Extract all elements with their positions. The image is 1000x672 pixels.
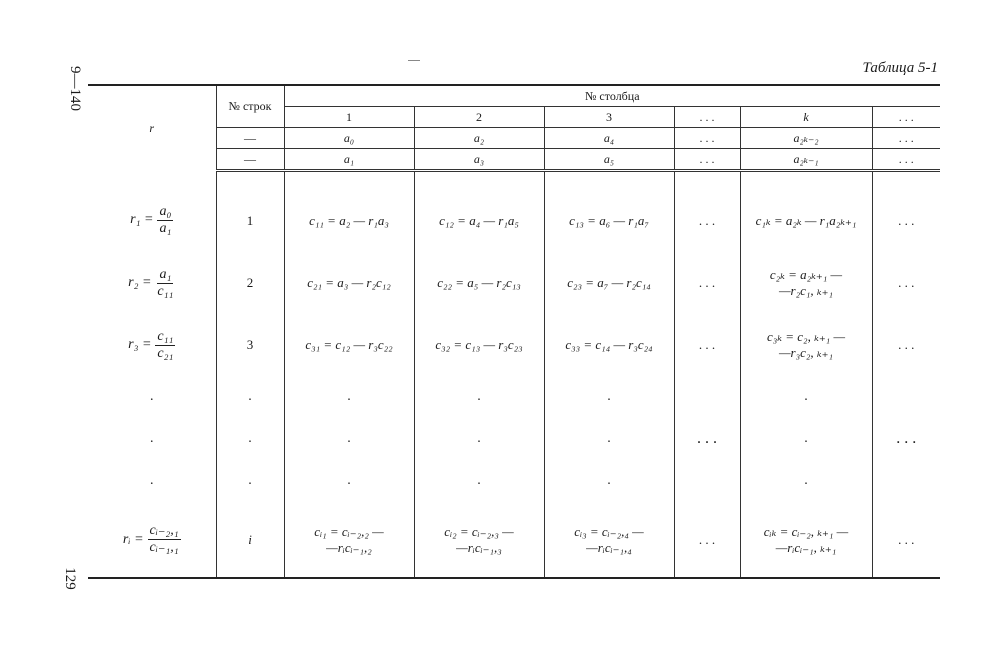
cell: c₂₁ = a₃ — r₂c₁₂ <box>284 252 414 314</box>
vdot: . <box>216 376 284 418</box>
table-row <box>88 171 940 253</box>
ellipsis: . . . <box>674 252 740 314</box>
vdot: . <box>414 376 544 418</box>
coef-a0: a₀ <box>284 128 414 149</box>
table-row <box>88 314 940 376</box>
cell: c₂ₖ = a₂ₖ₊₁ — —r₂c₁, ₖ₊₁ <box>740 252 872 314</box>
cell: c₃ₖ = c₂, ₖ₊₁ — —r₃c₂, ₖ₊₁ <box>740 314 872 376</box>
scan-mark <box>408 60 420 61</box>
vdot: . <box>150 389 154 404</box>
cell: c₁ₖ = a₂ₖ — r₁a₂ₖ₊₁ <box>740 171 872 253</box>
dots-row <box>88 460 940 502</box>
table-caption: Таблица 5-1 <box>862 60 938 76</box>
ellipsis: . . . <box>872 418 940 460</box>
ellipsis: . . . <box>872 314 940 376</box>
row-number: 3 <box>216 314 284 376</box>
dash: — <box>216 149 284 171</box>
cell: c₁₂ = a₄ — r₁a₅ <box>414 171 544 253</box>
cell: cᵢ₁ = cᵢ₋₂,₂ — —rᵢcᵢ₋₁,₂ <box>284 502 414 578</box>
r-cell: r₂ = $\frac{\text{a₁}}{\text{c₁₁}}$ <box>128 266 174 299</box>
dots-row <box>88 376 940 418</box>
vdot: . <box>544 460 674 502</box>
cell: c₂₃ = a₇ — r₂c₁₄ <box>544 252 674 314</box>
row-number: 2 <box>216 252 284 314</box>
coef-a4: a₄ <box>544 128 674 149</box>
column-number-header: № столбца <box>284 85 940 107</box>
col-1: 1 <box>284 107 414 128</box>
vdot: . <box>216 460 284 502</box>
vdot: . <box>740 460 872 502</box>
vdot: . <box>284 418 414 460</box>
r-header: r <box>88 85 216 171</box>
col-3: 3 <box>544 107 674 128</box>
vdot: . <box>150 431 154 446</box>
ellipsis: . . . <box>872 502 940 578</box>
coef-a2k-2: a₂ₖ₋₂ <box>740 128 872 149</box>
vdot: . <box>150 473 154 488</box>
vdot: . <box>740 376 872 418</box>
col-ellipsis-end: . . . <box>872 107 940 128</box>
coef-a1: a₁ <box>284 149 414 171</box>
coef-a2: a₂ <box>414 128 544 149</box>
side-page-number: 129 <box>61 567 78 590</box>
vdot: . <box>284 460 414 502</box>
dots-row <box>88 418 940 460</box>
table-row <box>88 252 940 314</box>
cell: cᵢₖ = cᵢ₋₂, ₖ₊₁ — —rᵢcᵢ₋₁, ₖ₊₁ <box>740 502 872 578</box>
col-ellipsis: . . . <box>674 107 740 128</box>
header-row <box>88 85 940 107</box>
cell: c₃₃ = c₁₄ — r₃c₂₄ <box>544 314 674 376</box>
col-k: k <box>740 107 872 128</box>
dash: — <box>216 128 284 149</box>
cell: cᵢ₃ = cᵢ₋₂,₄ — —rᵢcᵢ₋₁,₄ <box>544 502 674 578</box>
a-even-row <box>88 128 940 149</box>
ellipsis: . . . <box>674 502 740 578</box>
vdot: . <box>740 418 872 460</box>
cell: cᵢ₂ = cᵢ₋₂,₃ — —rᵢcᵢ₋₁,₃ <box>414 502 544 578</box>
vdot: . <box>544 376 674 418</box>
row-number: i <box>216 502 284 578</box>
ellipsis: . . . <box>872 171 940 253</box>
ellipsis: . . . <box>674 418 740 460</box>
cell: c₂₂ = a₅ — r₂c₁₃ <box>414 252 544 314</box>
vdot: . <box>414 418 544 460</box>
ellipsis: . . . <box>872 149 940 171</box>
r-cell: rᵢ = $\frac{\text{cᵢ₋₂,₁}}{\text{cᵢ₋₁,₁}}$ <box>88 502 216 578</box>
vdot: . <box>216 418 284 460</box>
ellipsis: . . . <box>674 314 740 376</box>
coef-a5: a₅ <box>544 149 674 171</box>
row-number: 1 <box>216 171 284 253</box>
ellipsis: . . . <box>872 128 940 149</box>
cell: c₁₁ = a₂ — r₁a₃ <box>284 171 414 253</box>
table-row <box>88 502 940 578</box>
ellipsis: . . . <box>872 252 940 314</box>
cell: c₁₃ = a₆ — r₁a₇ <box>544 171 674 253</box>
row-number-header: № строк <box>216 85 284 128</box>
coef-a2k-1: a₂ₖ₋₁ <box>740 149 872 171</box>
cell: c₃₁ = c₁₂ — r₃c₂₂ <box>284 314 414 376</box>
vdot: . <box>544 418 674 460</box>
ellipsis: . . . <box>674 171 740 253</box>
side-page-code: 9—140 <box>67 66 83 111</box>
a-odd-row <box>88 149 940 171</box>
vdot: . <box>284 376 414 418</box>
ellipsis: . . . <box>674 128 740 149</box>
coef-a3: a₃ <box>414 149 544 171</box>
col-2: 2 <box>414 107 544 128</box>
cell: c₃₂ = c₁₃ — r₃c₂₃ <box>414 314 544 376</box>
coefficient-table <box>88 84 940 579</box>
r-cell: r₃ = $\frac{\text{c₁₁}}{\text{c₂₁}}$ <box>128 328 174 361</box>
ellipsis: . . . <box>674 149 740 171</box>
vdot: . <box>414 460 544 502</box>
r-cell: r₁ = $\frac{\text{a₀}}{\text{a₁}}$ <box>130 203 172 236</box>
